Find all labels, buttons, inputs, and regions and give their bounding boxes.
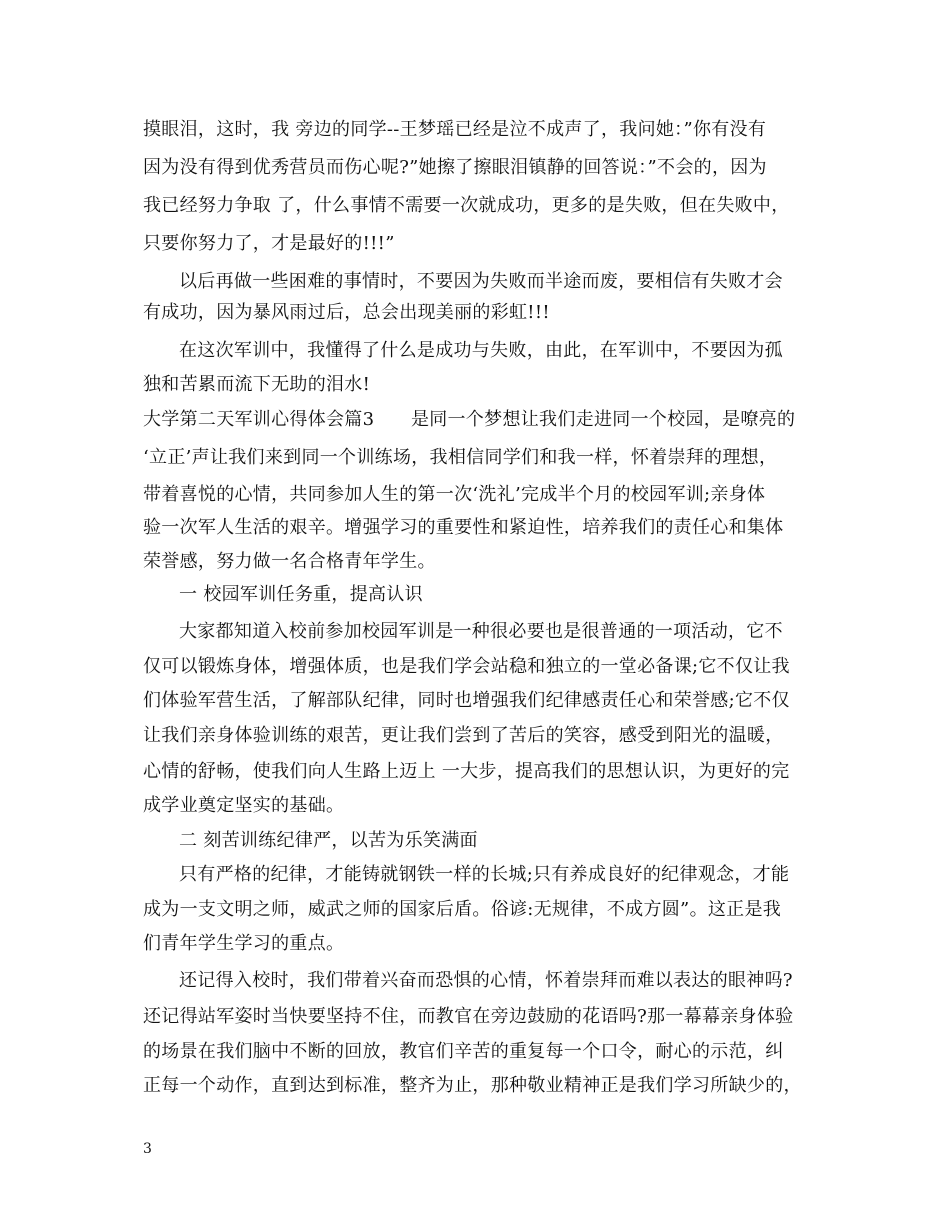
text-line: 有成功，因为暴风雨过后，总会出现美丽的彩虹!!! xyxy=(143,302,550,323)
paragraph-start-line: 大家都知道入校前参加校园军训是一种很必要也是很普通的一项活动，它不 xyxy=(179,621,783,642)
text-line: 只要你努力了，才是最好的!!!” xyxy=(143,233,395,254)
text-line: 们青年学生学习的重点。 xyxy=(143,933,345,954)
text-line: 成学业奠定坚实的基础。 xyxy=(143,795,345,816)
text-line: 成为一支文明之师，威武之师的国家后盾。俗谚:无规律，不成方圆”。这正是我 xyxy=(143,899,782,920)
paragraph-start-line: 在这次军训中，我懂得了什么是成功与失败，由此，在军训中，不要因为孤 xyxy=(179,340,783,361)
text-line: 让我们亲身体验训练的艰苦，更让我们尝到了苦后的笑容，感受到阳光的温暖， xyxy=(143,725,784,746)
paragraph-start-line: 还记得入校时，我们带着兴奋而恐惧的心情，怀着崇拜而难以表达的眼神吗? xyxy=(179,970,793,991)
text-line: 的场景在我们脑中不断的回放，教官们辛苦的重复每一个口令，耐心的示范，纠 xyxy=(143,1041,784,1062)
text-line: 们体验军营生活，了解部队纪律，同时也增强我们纪律感责任心和荣誉感;它不仅 xyxy=(143,690,790,711)
subheading-line: 二 刻苦训练纪律严，以苦为乐笑满面 xyxy=(179,830,478,851)
subheading-line: 一 校园军训任务重，提高认识 xyxy=(179,584,423,605)
page-number: 3 xyxy=(143,1141,152,1157)
paragraph-start-line: 以后再做一些困难的事情时，不要因为失败而半途而废，要相信有失败才会 xyxy=(179,271,783,292)
text-line: 心情的舒畅，使我们向人生路上迈上 一大步，提高我们的思想认识，为更好的完 xyxy=(143,761,790,782)
text-line: 还记得站军姿时当快要坚持不住，而教官在旁边鼓励的花语吗?那一幕幕亲身体验 xyxy=(143,1006,794,1027)
text-line: 带着喜悦的心情，共同参加人生的第一次‘洗礼’完成半个月的校园军训;亲身体 xyxy=(143,484,766,505)
paragraph-start-line: 只有严格的纪律，才能铸就钢铁一样的长城;只有养成良好的纪律观念，才能 xyxy=(179,864,790,885)
text-line: ‘立正’声让我们来到同一个训练场，我相信同学们和我一样，怀着崇拜的理想， xyxy=(143,447,778,468)
text-line: 验一次军人生活的艰辛。增强学习的重要性和紧迫性，培养我们的责任心和集体 xyxy=(143,517,784,538)
text-line: 正每一个动作，直到达到标准，整齐为止，那种敬业精神正是我们学习所缺少的， xyxy=(143,1075,802,1096)
section-title-line: 大学第二天军训心得体会篇3 是同一个梦想让我们走进同一个校园，是嘹亮的 xyxy=(143,409,796,430)
text-line: 摸眼泪，这时，我 旁边的同学--王梦瑶已经是泣不成声了，我问她：”你有没有 xyxy=(143,119,767,140)
text-line: 独和苦累而流下无助的泪水! xyxy=(143,374,371,395)
text-line: 我已经努力争取 了，什么事情不需要一次就成功，更多的是失败，但在失败中， xyxy=(143,195,790,216)
text-line: 仅可以锻炼身体，增强体质，也是我们学会站稳和独立的一堂必备课;它不仅让我 xyxy=(143,656,790,677)
text-line: 因为没有得到优秀营员而伤心呢?”她擦了擦眼泪镇静的回答说：”不会的，因为 xyxy=(143,157,767,178)
text-line: 荣誉感，努力做一名合格青年学生。 xyxy=(143,551,436,572)
